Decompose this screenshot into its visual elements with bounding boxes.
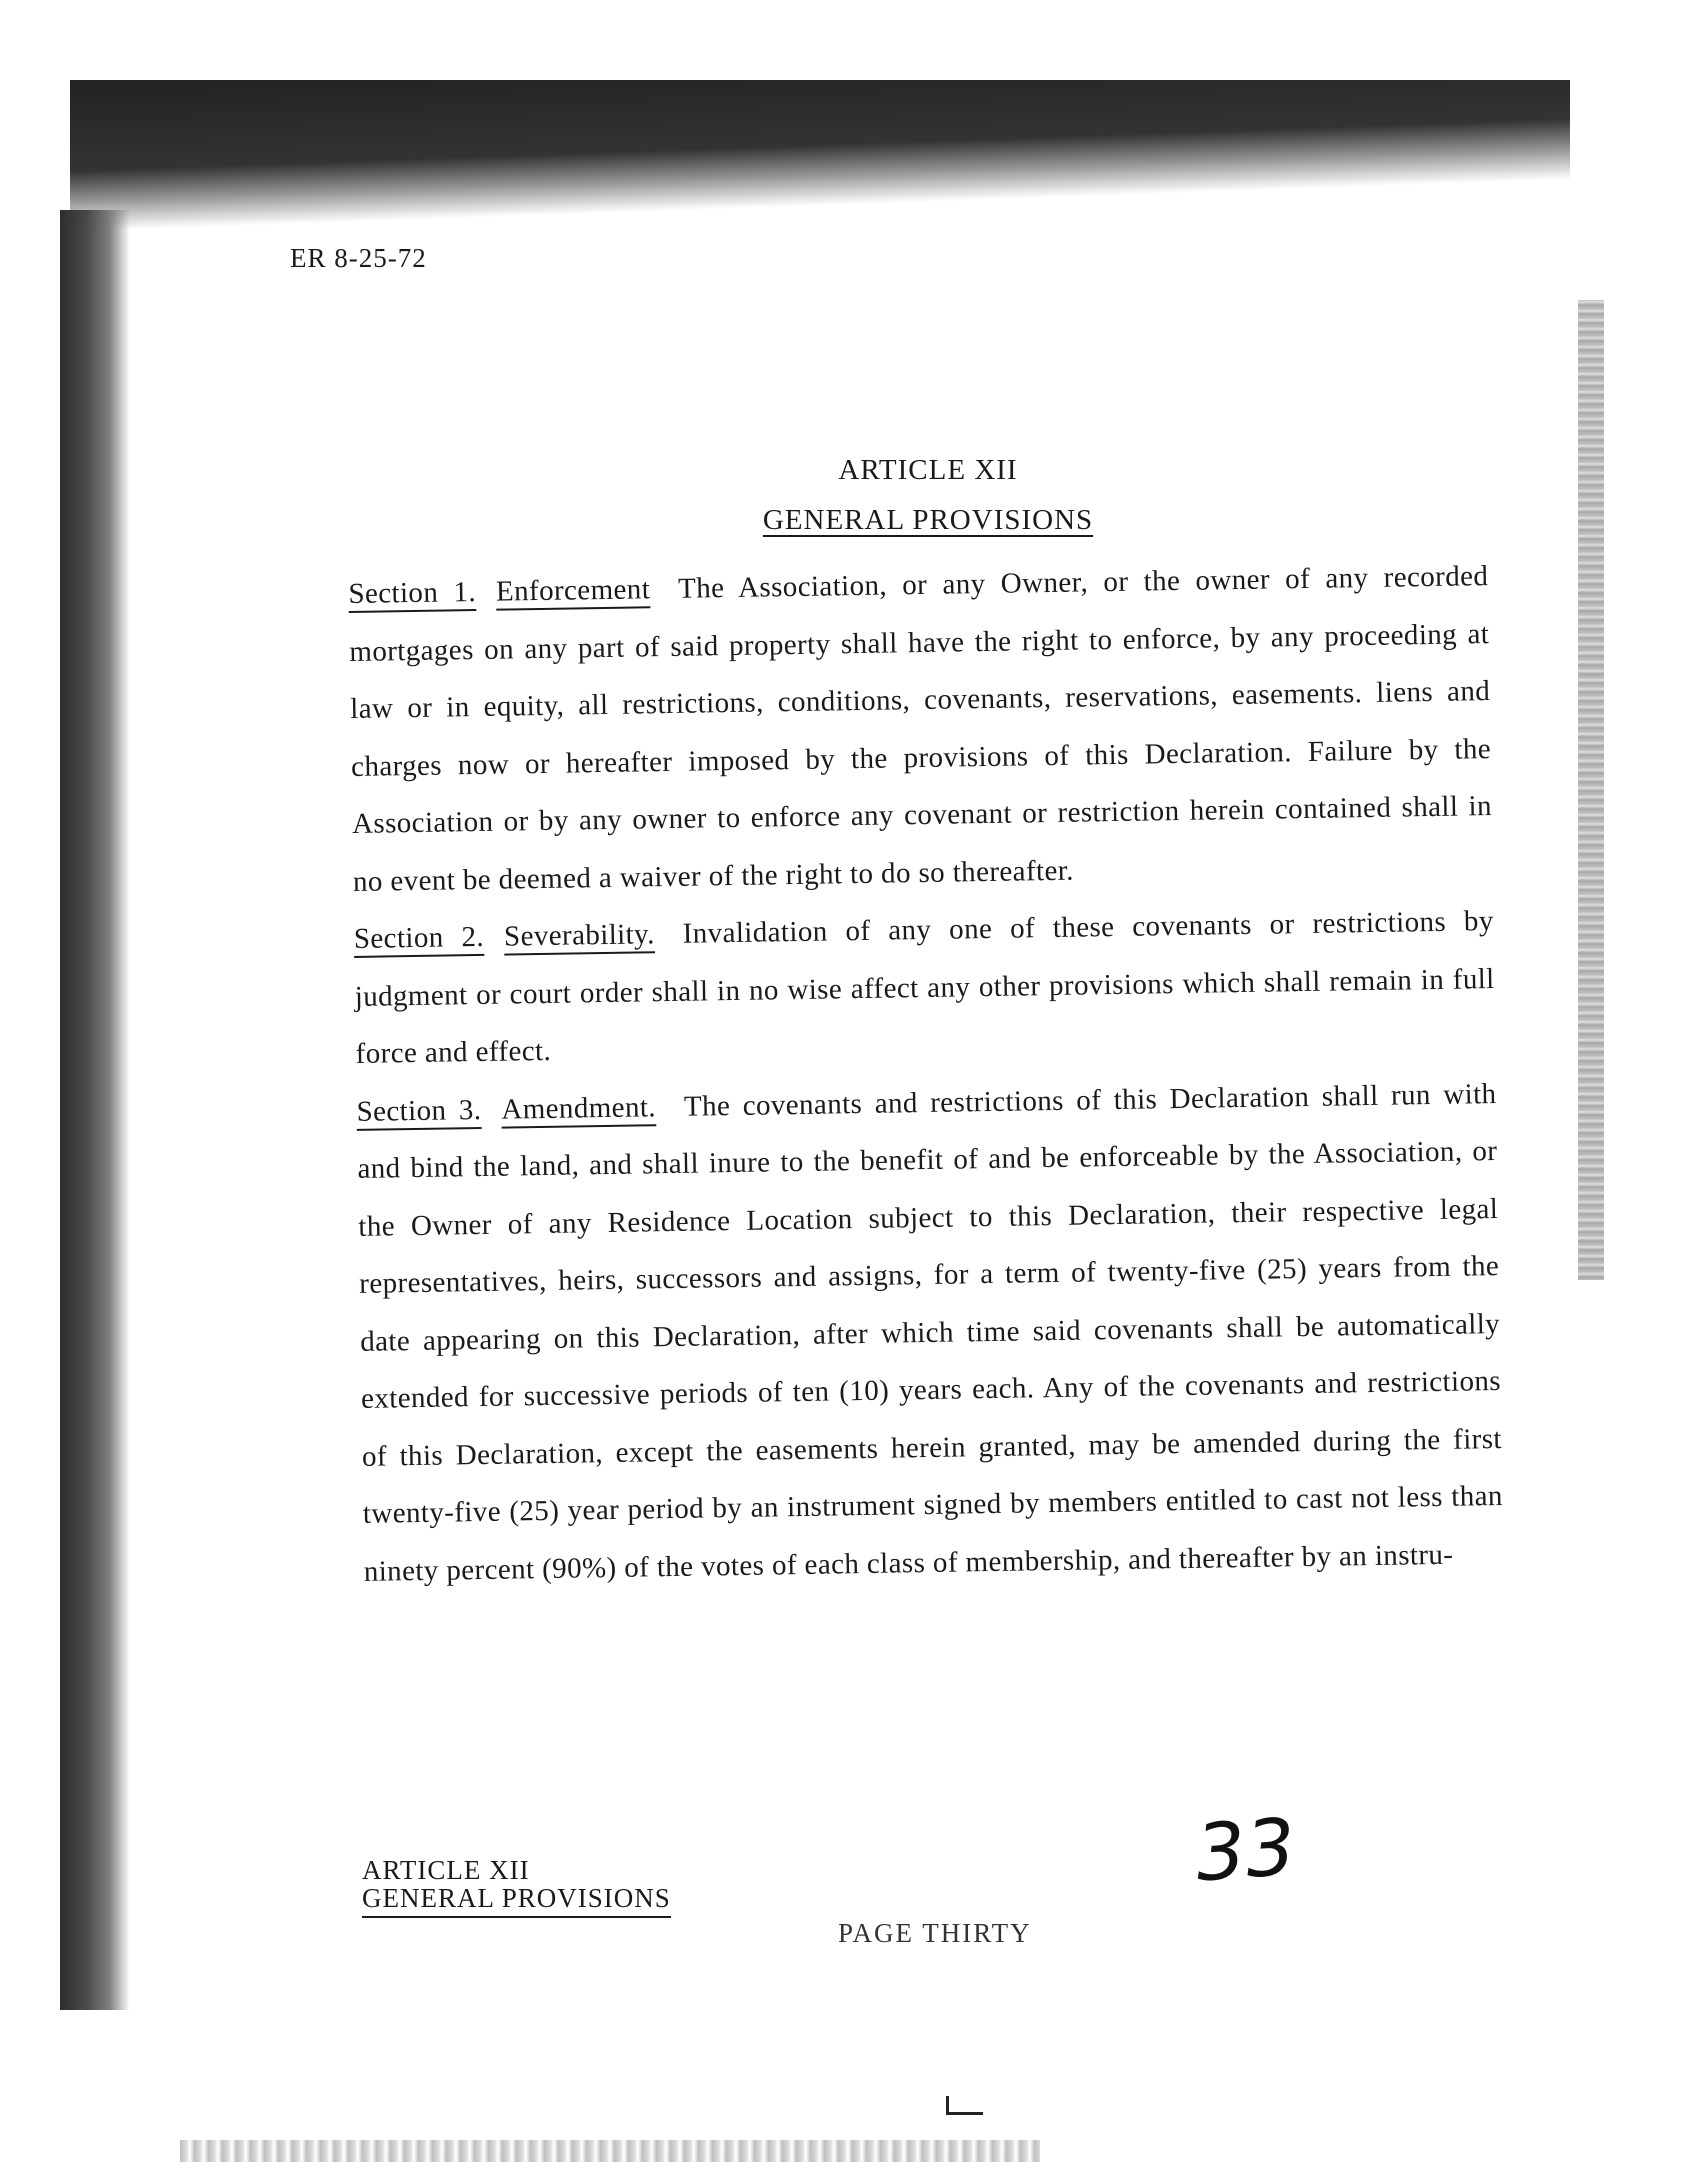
section-3 xyxy=(356,1066,1504,1601)
section-heading: Amendment. xyxy=(501,1090,657,1126)
section-text: Invalidation of any one of these covenants or restrictions by judgment or court order shall in no wise affect any other provisions which shall remain in full force and effect. xyxy=(354,905,1495,1070)
page-label: PAGE THIRTY xyxy=(838,1918,1032,1948)
section-label: Section 1. xyxy=(348,575,477,610)
scan-edge-top xyxy=(70,80,1570,230)
footer-article: ARTICLE XII xyxy=(362,1855,530,1885)
provisions-title-text: GENERAL PROVISIONS xyxy=(762,504,1094,536)
section-text: The covenants and restrictions of this Declaration shall run with and bind the land, and shall inure to the benefit of and be enforceable by the Association, or the Owner of any Residence Location subject to this Declaration, their respective legal representatives, heirs, successors and assigns, for a term of twenty-five (25) years from the date appearing on this Declaration, after which time said covenants shall be automatically extended for successive periods of ten (10) years each. Any of the covenants and restrictions of this Declaration, except the easements herein granted, may be amended during the first twenty-five (25) year period by an instrument signed by members entitled to cast not less than ninety percent (90%) of the votes of each class of membership, and thereafter by an instru- xyxy=(357,1077,1504,1588)
handwritten-page-number: 33 xyxy=(1192,1802,1299,1900)
footer-provisions: GENERAL PROVISIONS xyxy=(362,1883,671,1913)
section-text: The Association, or any Owner, or the owner of any recorded mortgages on any part of said property shall have the right to enforce, by any proceeding at law or in equity, all restrictions, conditions, covenants, reservations, easements. liens and charges now or hereafter imposed by the provisions of this Declaration. Failure by the Association or by any owner to enforce any covenant or restriction herein contained shall in no event be deemed a waiver of the right to do so thereafter. xyxy=(349,560,1493,898)
provisions-title xyxy=(80,504,1696,537)
section-2 xyxy=(353,893,1496,1083)
section-heading: Severability. xyxy=(503,918,655,953)
section-1 xyxy=(348,548,1493,911)
section-label: Section 3. xyxy=(356,1093,482,1128)
scan-edge-right xyxy=(1578,300,1604,1280)
scan-edge-bottom xyxy=(180,2140,1040,2162)
document-id: ER 8-25-72 xyxy=(290,243,427,273)
article-title: ARTICLE XII xyxy=(838,454,1018,486)
section-heading: Enforcement xyxy=(495,573,651,608)
footer-article-block xyxy=(362,1856,671,1918)
document-body xyxy=(348,548,1504,1601)
corner-mark xyxy=(946,2096,983,2115)
section-label: Section 2. xyxy=(353,920,485,955)
